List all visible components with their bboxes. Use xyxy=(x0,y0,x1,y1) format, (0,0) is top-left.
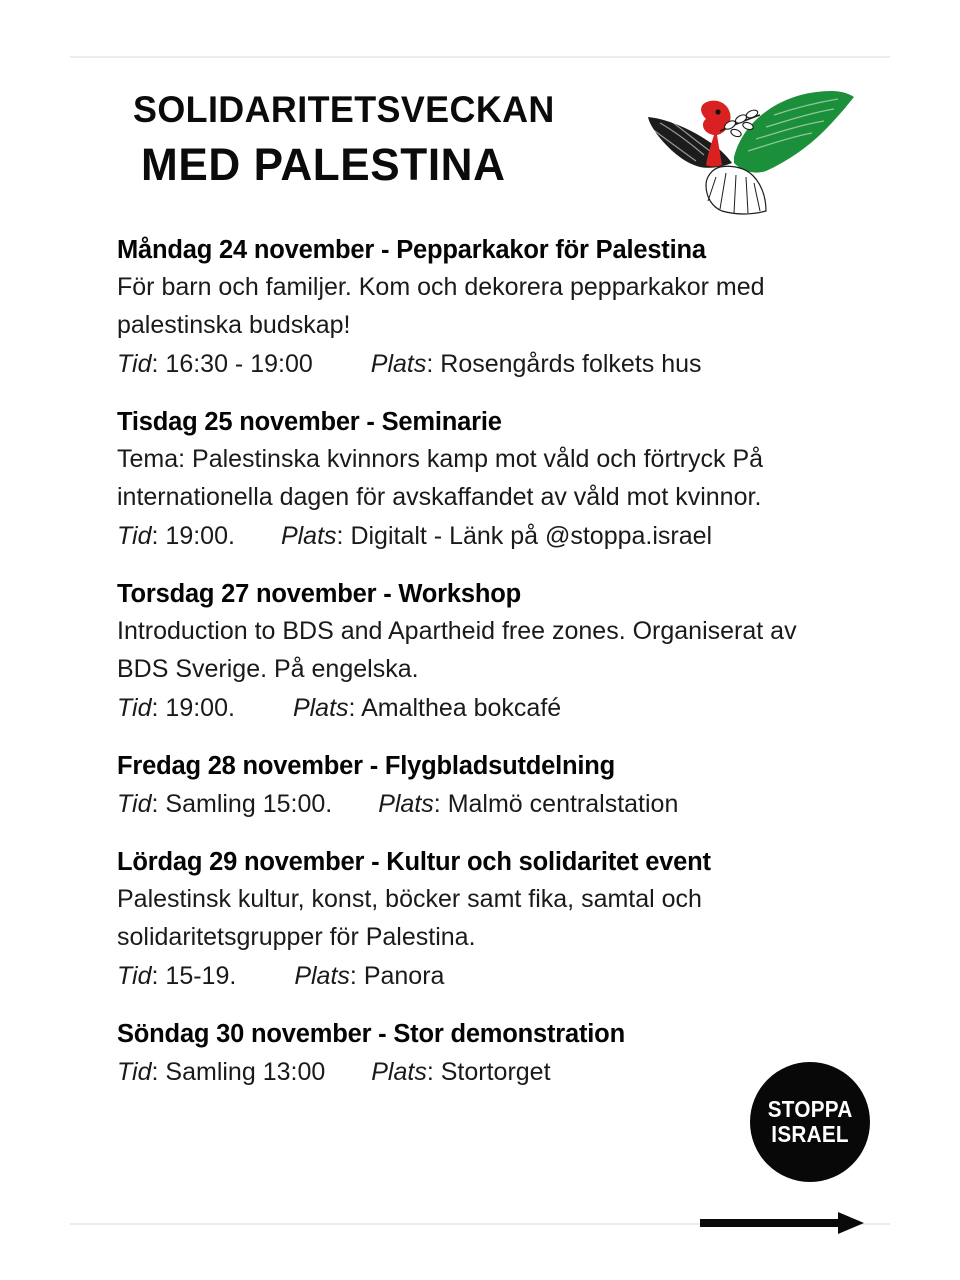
event-item xyxy=(117,1016,857,1092)
time-colon: : xyxy=(151,1058,159,1086)
time-value: 19:00. xyxy=(165,522,235,550)
place-value: Rosengårds folkets hus xyxy=(440,350,702,378)
time-colon: : xyxy=(151,694,159,722)
time-label: Tid xyxy=(117,1058,152,1086)
event-heading: Söndag 30 november - Stor demonstration xyxy=(117,1020,625,1048)
poster-title-line-2: MED PALESTINA xyxy=(141,139,506,190)
stoppa-israel-badge xyxy=(750,1062,870,1182)
event-meta xyxy=(117,516,857,556)
event-description: Tema: Palestinska kvinnors kamp mot våld och förtryck På internationella dagen för avskaffandet av våld mot kvinnor. xyxy=(117,445,764,511)
badge-line-1: STOPPA xyxy=(767,1096,853,1122)
time-value: Samling 13:00 xyxy=(165,1058,326,1086)
event-heading: Lördag 29 november - Kultur och solidaritet event xyxy=(117,848,711,876)
time-label: Tid xyxy=(117,962,152,990)
place-colon: : xyxy=(426,1058,434,1086)
event-item xyxy=(117,404,857,556)
time-value: 15-19. xyxy=(165,962,237,990)
time-label: Tid xyxy=(117,522,152,550)
event-meta xyxy=(117,344,857,384)
right-arrow-icon xyxy=(698,1205,868,1241)
top-divider xyxy=(70,56,890,58)
event-meta xyxy=(117,1052,857,1092)
event-description: Introduction to BDS and Apartheid free zones. Organiserat av BDS Sverige. På engelska. xyxy=(117,617,797,683)
time-colon: : xyxy=(151,350,159,378)
event-meta xyxy=(117,688,857,728)
time-value: 19:00. xyxy=(165,694,235,722)
place-colon: : xyxy=(426,350,434,378)
event-item xyxy=(117,232,857,384)
place-value: Digitalt - Länk på @stoppa.israel xyxy=(350,522,713,550)
place-label: Plats xyxy=(292,694,349,722)
event-meta xyxy=(117,956,857,996)
time-value: Samling 15:00. xyxy=(165,790,333,818)
event-item xyxy=(117,844,857,996)
time-value: 16:30 - 19:00 xyxy=(165,350,313,378)
event-item xyxy=(117,748,857,824)
place-value: Panora xyxy=(363,962,445,990)
place-value: Amalthea bokcafé xyxy=(361,694,562,722)
time-label: Tid xyxy=(117,350,152,378)
event-heading: Måndag 24 november - Pepparkakor för Palestina xyxy=(117,236,706,264)
time-colon: : xyxy=(151,522,159,550)
place-label: Plats xyxy=(280,522,337,550)
event-description: För barn och familjer. Kom och dekorera pepparkakor med palestinska budskap! xyxy=(117,273,765,339)
place-label: Plats xyxy=(294,962,350,990)
event-list xyxy=(117,232,857,1092)
event-heading: Torsdag 27 november - Workshop xyxy=(117,580,521,608)
place-label: Plats xyxy=(378,790,434,818)
peace-dove-icon xyxy=(642,85,862,217)
badge-line-2: ISRAEL xyxy=(771,1121,849,1147)
time-label: Tid xyxy=(117,790,152,818)
event-description: Palestinsk kultur, konst, böcker samt fika, samtal och solidaritetsgrupper för Palestina. xyxy=(117,885,702,951)
event-heading: Tisdag 25 november - Seminarie xyxy=(117,408,502,436)
place-colon: : xyxy=(348,694,356,722)
place-label: Plats xyxy=(370,350,427,378)
place-value: Stortorget xyxy=(440,1058,551,1086)
poster-title-line-1: SOLIDARITETSVECKAN xyxy=(133,89,555,130)
event-heading: Fredag 28 november - Flygbladsutdelning xyxy=(117,752,616,780)
time-label: Tid xyxy=(117,694,152,722)
event-item xyxy=(117,576,857,728)
place-colon: : xyxy=(349,962,357,990)
title-block xyxy=(133,88,653,192)
time-colon: : xyxy=(151,790,159,818)
place-colon: : xyxy=(336,522,344,550)
time-colon: : xyxy=(151,962,159,990)
place-label: Plats xyxy=(371,1058,427,1086)
event-meta xyxy=(117,784,857,824)
place-value: Malmö centralstation xyxy=(447,790,679,818)
place-colon: : xyxy=(433,790,441,818)
poster-header xyxy=(0,88,960,218)
